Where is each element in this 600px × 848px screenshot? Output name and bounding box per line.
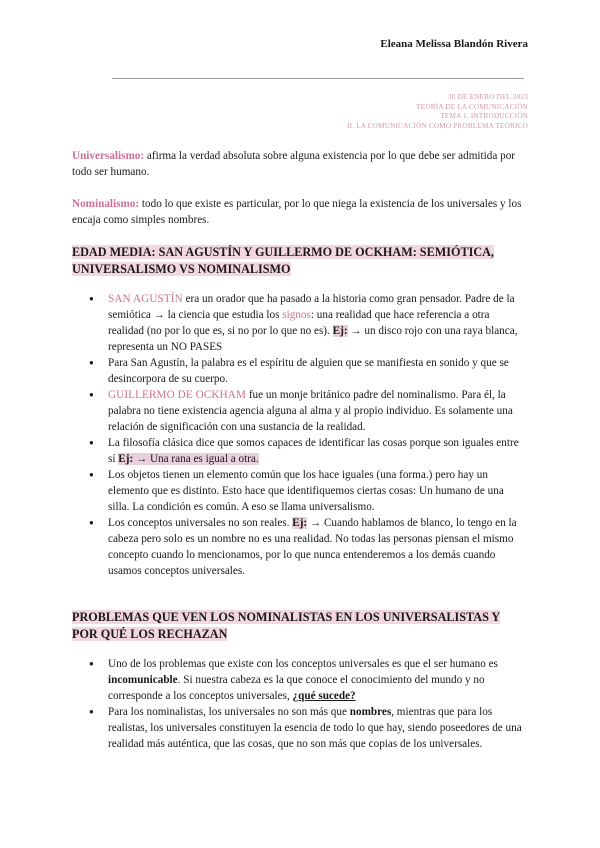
header-subtopic: II. LA COMUNICACIÓN COMO PROBLEMA TEÓRICO [347,121,528,130]
list-item: ● Para los nominalistas, los universales no son más que nombres, mientras que para los realistas, los universales constituyen la esencia de todo lo que hay, siendo poseedores de una realidad más auténtica, que las cosas, que no son más que copias de los universales. [108,704,528,752]
list-item: ● GUILLERMO DE OCKHAM fue un monje británico padre del nominalismo. Para él, la palabra no tiene existencia agencia alguna al alma y al propio individuo. Es solamente una relación de significación con una sustancia de la realidad. [108,387,528,435]
definition-term: Nominalismo: [72,198,140,210]
header-subject: TEORÍA DE LA COMUNICACIÓN [416,102,528,111]
author-name: Eleana Melissa Blandón Rivera [380,38,528,50]
section2-list [72,656,528,752]
definition-text: afirma la verdad absoluta sobre alguna existencia por lo que debe ser admitida por todo ser humano. [72,150,516,178]
document-body [72,148,528,752]
section-heading-edad-media: EDAD MEDIA: SAN AGUSTÍN Y GUILLERMO DE OCKHAM: SEMIÓTICA, UNIVERSALISMO VS NOMINALISMO [72,245,494,276]
header-divider [112,78,524,79]
header-date: 30 DE ENERO DEL 2023 [448,93,528,101]
header-meta [347,93,528,131]
list-item: ● Uno de los problemas que existe con los conceptos universales es que el ser humano es incomunicable. Si nuestra cabeza es la que conoce el conocimiento del mundo y no corresponde a los conceptos universales, ¿qué sucede? [108,656,528,704]
definition-nominalismo [72,196,528,228]
definition-term: Universalismo: [72,150,145,162]
header-topic: TEMA 1. INTRODUCCIÓN [440,112,528,121]
definition-text: todo lo que existe es particular, por lo que niega la existencia de los universales y los encaja como simples nombres. [72,198,522,226]
section1-list [72,291,528,579]
section-heading-problemas: PROBLEMAS QUE VEN LOS NOMINALISTAS EN LOS UNIVERSALISTAS Y POR QUÉ LOS RECHAZAN [72,610,501,641]
list-item: ● La filosofía clásica dice que somos capaces de identificar las cosas porque son iguales entre sí Ej: → Una rana es igual a otra. [108,435,528,467]
list-item: ● Los objetos tienen un elemento común que los hace iguales (una forma.) pero hay un elemento que es distinto. Esto hace que identifiquemos ciertas cosas: Un humano de una silla. La condición es común. A eso se llama universalismo. [108,467,528,515]
list-item: ● SAN AGUSTÍN era un orador que ha pasado a la historia como gran pensador. Padre de la semiótica → la ciencia que estudia los signos: una realidad que hace referencia a otra realidad (no por lo que es, si no por lo que no es). Ej: → un disco rojo con una raya blanca, representa un NO PASES [108,291,528,355]
definition-universalismo [72,148,528,180]
list-item: ● Los conceptos universales no son reales. Ej: → Cuando hablamos de blanco, lo tengo en la cabeza pero solo es un nombre no es una realidad. No todas las personas piensan el mismo concepto cuando lo mencionamos, por lo que nunca entenderemos a los demás cuando usamos conceptos universales. [108,515,528,579]
list-item: ● Para San Agustín, la palabra es el espíritu de alguien que se manifiesta en sonido y que se desincorpora de su cuerpo. [108,355,528,387]
